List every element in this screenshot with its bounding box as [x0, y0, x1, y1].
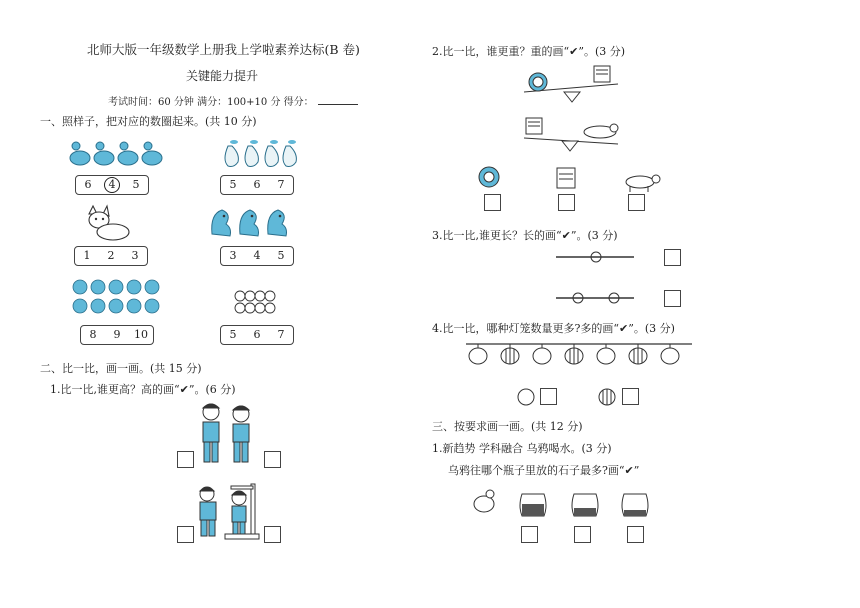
jar-2-icon: [568, 488, 602, 518]
answer-box-rope-2[interactable]: [664, 290, 681, 307]
score-blank[interactable]: [318, 104, 358, 105]
answer-box-taller-2[interactable]: [264, 451, 281, 468]
number-box-6: [220, 325, 294, 345]
exam-info-text: 考试时间：60 分钟 满分：100+10 分 得分：: [108, 97, 314, 108]
number-option[interactable]: 5: [132, 178, 140, 191]
question-longer: 3.比一比,谁更长？长的画“✔”。(3 分): [432, 229, 618, 242]
striped-lantern-icon: [597, 386, 617, 408]
seesaw-lion-tiger-icon: [522, 66, 622, 106]
exam-title: 北师大版一年级数学上册我上学啦素养达标(B 卷): [87, 42, 360, 57]
answer-box-rope-1[interactable]: [664, 249, 681, 266]
crow-icon: [470, 488, 498, 514]
lantern-row-icon: [466, 340, 694, 370]
lion-icon: [478, 166, 500, 188]
number-option[interactable]: 9: [113, 328, 121, 341]
answer-box-jar-2[interactable]: [574, 526, 591, 543]
pears-icon: [218, 138, 298, 168]
answer-box-jar-3[interactable]: [627, 526, 644, 543]
jar-1-icon: [516, 488, 550, 518]
number-option[interactable]: 3: [229, 249, 237, 262]
seesaw-tiger-leopard-icon: [522, 116, 622, 152]
question-taller: 1.比一比,谁更高？高的画“✔”。(6 分): [50, 383, 236, 396]
dog-icon: [85, 206, 130, 242]
plain-lantern-icon: [516, 386, 536, 408]
jar-3-icon: [618, 488, 652, 518]
number-option[interactable]: 5: [229, 178, 237, 191]
number-option[interactable]: 5: [229, 328, 237, 341]
rope-short-icon: [556, 291, 636, 305]
squirrels-icon: [210, 206, 300, 238]
number-box-5: [80, 325, 154, 345]
children-scale-icon: [195, 484, 265, 540]
answer-box-plain-lantern[interactable]: [540, 388, 557, 405]
rope-long-icon: [556, 250, 636, 264]
apples-icon: [232, 286, 282, 318]
number-box-4: [220, 246, 294, 266]
exam-info: [108, 93, 358, 108]
tomatoes-icon: [72, 278, 172, 316]
number-option[interactable]: 8: [89, 328, 97, 341]
tiger-icon: [555, 166, 577, 190]
number-box-1: [75, 175, 149, 195]
answer-box-lion[interactable]: [484, 194, 501, 211]
leopard-icon: [622, 172, 664, 192]
section1-heading: 一、照样子，把对应的数圈起来。(共 10 分): [40, 115, 257, 128]
question-crow: 1.新趋势 学科融合 乌鸦喝水。(3 分): [432, 442, 612, 455]
swans-icon: [68, 140, 163, 168]
answer-box-striped-lantern[interactable]: [622, 388, 639, 405]
number-option[interactable]: 6: [84, 178, 92, 191]
number-box-3: [74, 246, 148, 266]
circled-number[interactable]: 4: [104, 177, 120, 193]
number-option[interactable]: 7: [277, 178, 285, 191]
question-lanterns: 4.比一比，哪种灯笼数量更多?多的画“✔”。(3 分): [432, 322, 675, 335]
answer-box-height-1[interactable]: [177, 526, 194, 543]
answer-box-leopard[interactable]: [628, 194, 645, 211]
number-option[interactable]: 3: [131, 249, 139, 262]
exam-subtitle: 关键能力提升: [186, 69, 259, 83]
answer-box-jar-1[interactable]: [521, 526, 538, 543]
answer-box-height-2[interactable]: [264, 526, 281, 543]
question-heavier: 2.比一比，谁更重？重的画“✔”。(3 分): [432, 45, 626, 58]
number-option[interactable]: 6: [253, 178, 261, 191]
question-crow-prompt: 乌鸦往哪个瓶子里放的石子最多?画“✔”: [448, 464, 640, 477]
answer-box-taller-1[interactable]: [177, 451, 194, 468]
section3-heading: 三、按要求画一画。(共 12 分): [432, 420, 583, 433]
answer-box-tiger[interactable]: [558, 194, 575, 211]
number-option[interactable]: 2: [107, 249, 115, 262]
number-option[interactable]: 1: [83, 249, 91, 262]
number-option[interactable]: 7: [277, 328, 285, 341]
number-option[interactable]: 10: [134, 328, 148, 341]
number-option[interactable]: 4: [253, 249, 261, 262]
section2-heading: 二、比一比，画一画。(共 15 分): [40, 362, 202, 375]
number-box-2: [220, 175, 294, 195]
children-height-icon: [195, 400, 257, 468]
number-option[interactable]: 6: [253, 328, 261, 341]
number-option[interactable]: 5: [277, 249, 285, 262]
